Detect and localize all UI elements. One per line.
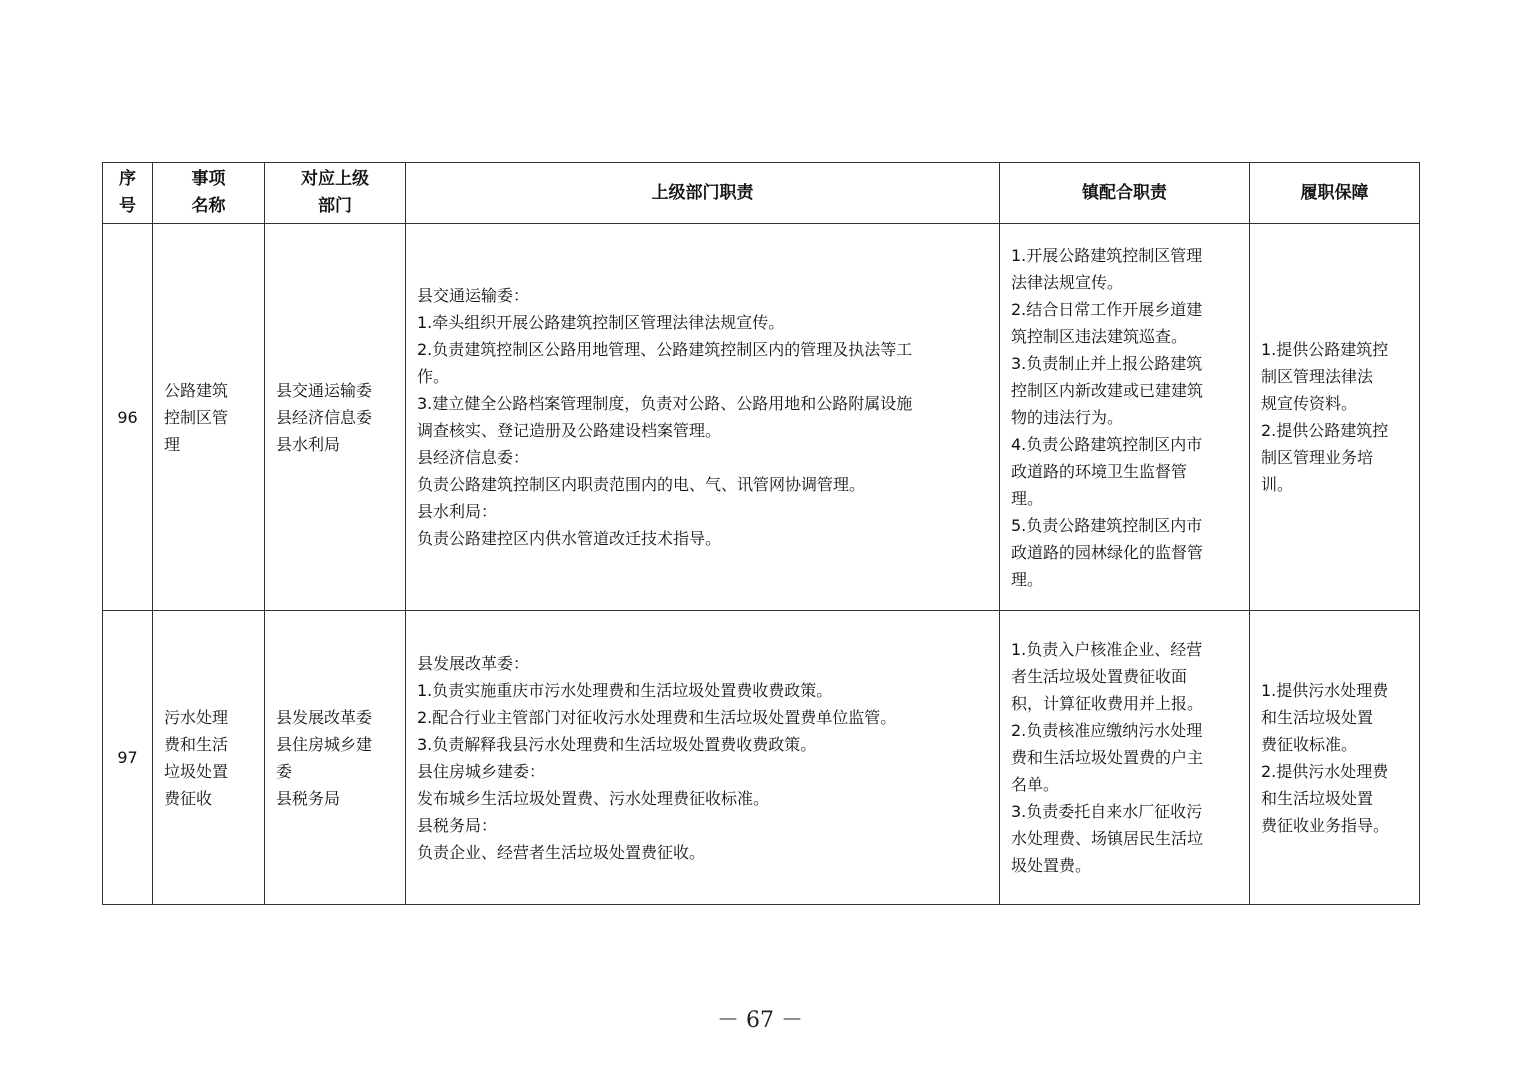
text-line: 3.负责委托自来水厂征收污 xyxy=(1011,802,1203,821)
text-line: 县经济信息委 xyxy=(276,407,373,427)
row-departments xyxy=(265,611,406,905)
text-line: 4.负责公路建筑控制区内市 xyxy=(1011,434,1203,454)
text-line: 负责企业、经营者生活垃圾处置费征收。 xyxy=(417,842,706,862)
text-line: 1.负责入户核准企业、经营 xyxy=(1011,640,1203,659)
text-line: 1.牵头组织开展公路建筑控制区管理法律法规宣传。 xyxy=(417,313,785,332)
text-line: 费和生活 xyxy=(164,734,229,754)
text-line: 制区管理法律法 xyxy=(1261,367,1374,386)
text-line: 5.负责公路建筑控制区内市 xyxy=(1011,515,1203,535)
header-dept: 对应上级 部门 xyxy=(265,163,406,224)
row-town-duty xyxy=(1000,224,1250,611)
text-line: 1.提供污水处理费 xyxy=(1261,680,1389,700)
row-guarantee xyxy=(1250,224,1420,611)
text-line: 训。 xyxy=(1261,475,1294,494)
text-line: 1.开展公路建筑控制区管理 xyxy=(1011,245,1203,265)
table-row xyxy=(103,611,1420,905)
text-line: 垃圾处置 xyxy=(164,761,229,781)
header-guarantee: 履职保障 xyxy=(1250,163,1420,224)
text-line: 制区管理业务培 xyxy=(1261,448,1374,467)
text-line: 1.负责实施重庆市污水处理费和生活垃圾处置费收费政策。 xyxy=(417,680,833,700)
text-line: 3.建立健全公路档案管理制度，负责对公路、公路用地和公路附属设施 xyxy=(417,394,913,413)
text-line: 理。 xyxy=(1011,488,1044,508)
text-line: 圾处置费。 xyxy=(1011,856,1092,875)
row-guarantee xyxy=(1250,611,1420,905)
text-line: 筑控制区违法建筑巡查。 xyxy=(1011,326,1188,346)
row-departments xyxy=(265,224,406,611)
row-item-name xyxy=(153,611,265,905)
header-name: 事项 名称 xyxy=(153,163,265,224)
text-line: 调查核实、登记造册及公路建设档案管理。 xyxy=(417,421,722,440)
text-line: 费征收业务指导。 xyxy=(1261,815,1390,835)
text-line: 3.负责制止并上报公路建筑 xyxy=(1011,353,1203,373)
text-line: 县水利局： xyxy=(417,502,498,521)
text-line: 县发展改革委： xyxy=(417,653,530,673)
text-line: 规宣传资料。 xyxy=(1261,394,1358,413)
duty-table xyxy=(102,162,1420,905)
text-line: 积，计算征收费用并上报。 xyxy=(1011,694,1204,713)
text-line: 水处理费、场镇居民生活垃 xyxy=(1011,829,1204,848)
text-line: 控制区内新改建或已建建筑 xyxy=(1011,380,1204,400)
text-line: 名单。 xyxy=(1011,775,1060,794)
text-line: 者生活垃圾处置费征收面 xyxy=(1011,667,1188,686)
text-line: 费征收 xyxy=(164,788,213,808)
row-upper-duty xyxy=(406,611,1000,905)
text-line: 县税务局 xyxy=(276,788,341,808)
text-line: 作。 xyxy=(417,367,450,386)
text-line: 县交通运输委 xyxy=(276,380,373,400)
text-line: 政道路的环境卫生监督管 xyxy=(1011,461,1188,481)
text-line: 政道路的园林绿化的监督管 xyxy=(1011,542,1204,562)
text-line: 法律法规宣传。 xyxy=(1011,272,1124,292)
text-line: 负责公路建控区内供水管道改迁技术指导。 xyxy=(417,529,722,548)
text-line: 理 xyxy=(164,434,181,454)
text-line: 发布城乡生活垃圾处置费、污水处理费征收标准。 xyxy=(417,788,770,808)
text-line: 2.提供公路建筑控 xyxy=(1261,421,1389,440)
text-line: 委 xyxy=(276,761,293,781)
text-line: 2.负责建筑控制区公路用地管理、公路建筑控制区内的管理及执法等工 xyxy=(417,340,913,359)
text-line: 污水处理 xyxy=(164,707,229,727)
text-line: 2.结合日常工作开展乡道建 xyxy=(1011,299,1203,319)
text-line: 3.负责解释我县污水处理费和生活垃圾处置费收费政策。 xyxy=(417,734,817,754)
text-line: 和生活垃圾处置 xyxy=(1261,788,1374,808)
text-line: 2.负责核准应缴纳污水处理 xyxy=(1011,721,1203,740)
header-row xyxy=(103,163,1420,224)
text-line: 县发展改革委 xyxy=(276,707,373,727)
text-line: 县水利局 xyxy=(276,434,341,454)
text-line: 费征收标准。 xyxy=(1261,734,1358,754)
text-line: 物的违法行为。 xyxy=(1011,407,1124,427)
text-line: 县交通运输委： xyxy=(417,286,530,305)
text-line: 1.提供公路建筑控 xyxy=(1261,340,1389,359)
text-line: 县税务局： xyxy=(417,815,498,835)
text-line: 2.配合行业主管部门对征收污水处理费和生活垃圾处置费单位监管。 xyxy=(417,707,897,727)
text-line: 2.提供污水处理费 xyxy=(1261,761,1389,781)
text-line: 县经济信息委： xyxy=(417,448,530,467)
header-town-duty: 镇配合职责 xyxy=(1000,163,1250,224)
text-line: 和生活垃圾处置 xyxy=(1261,707,1374,727)
row-seq: 97 xyxy=(103,611,153,905)
text-line: 公路建筑 xyxy=(164,380,229,400)
row-upper-duty xyxy=(406,224,1000,611)
text-line: 县住房城乡建委： xyxy=(417,761,546,781)
text-line: 理。 xyxy=(1011,569,1044,589)
header-seq: 序 号 xyxy=(103,163,153,224)
text-line: 县住房城乡建 xyxy=(276,734,373,754)
row-item-name xyxy=(153,224,265,611)
page-number: － 67 － xyxy=(717,1008,803,1033)
row-seq: 96 xyxy=(103,224,153,611)
text-line: 负责公路建筑控制区内职责范围内的电、气、讯管网协调管理。 xyxy=(417,475,866,494)
header-upper-duty: 上级部门职责 xyxy=(406,163,1000,224)
text-line: 费和生活垃圾处置费的户主 xyxy=(1011,748,1204,767)
text-line: 控制区管 xyxy=(164,407,229,427)
table-row xyxy=(103,224,1420,611)
row-town-duty xyxy=(1000,611,1250,905)
